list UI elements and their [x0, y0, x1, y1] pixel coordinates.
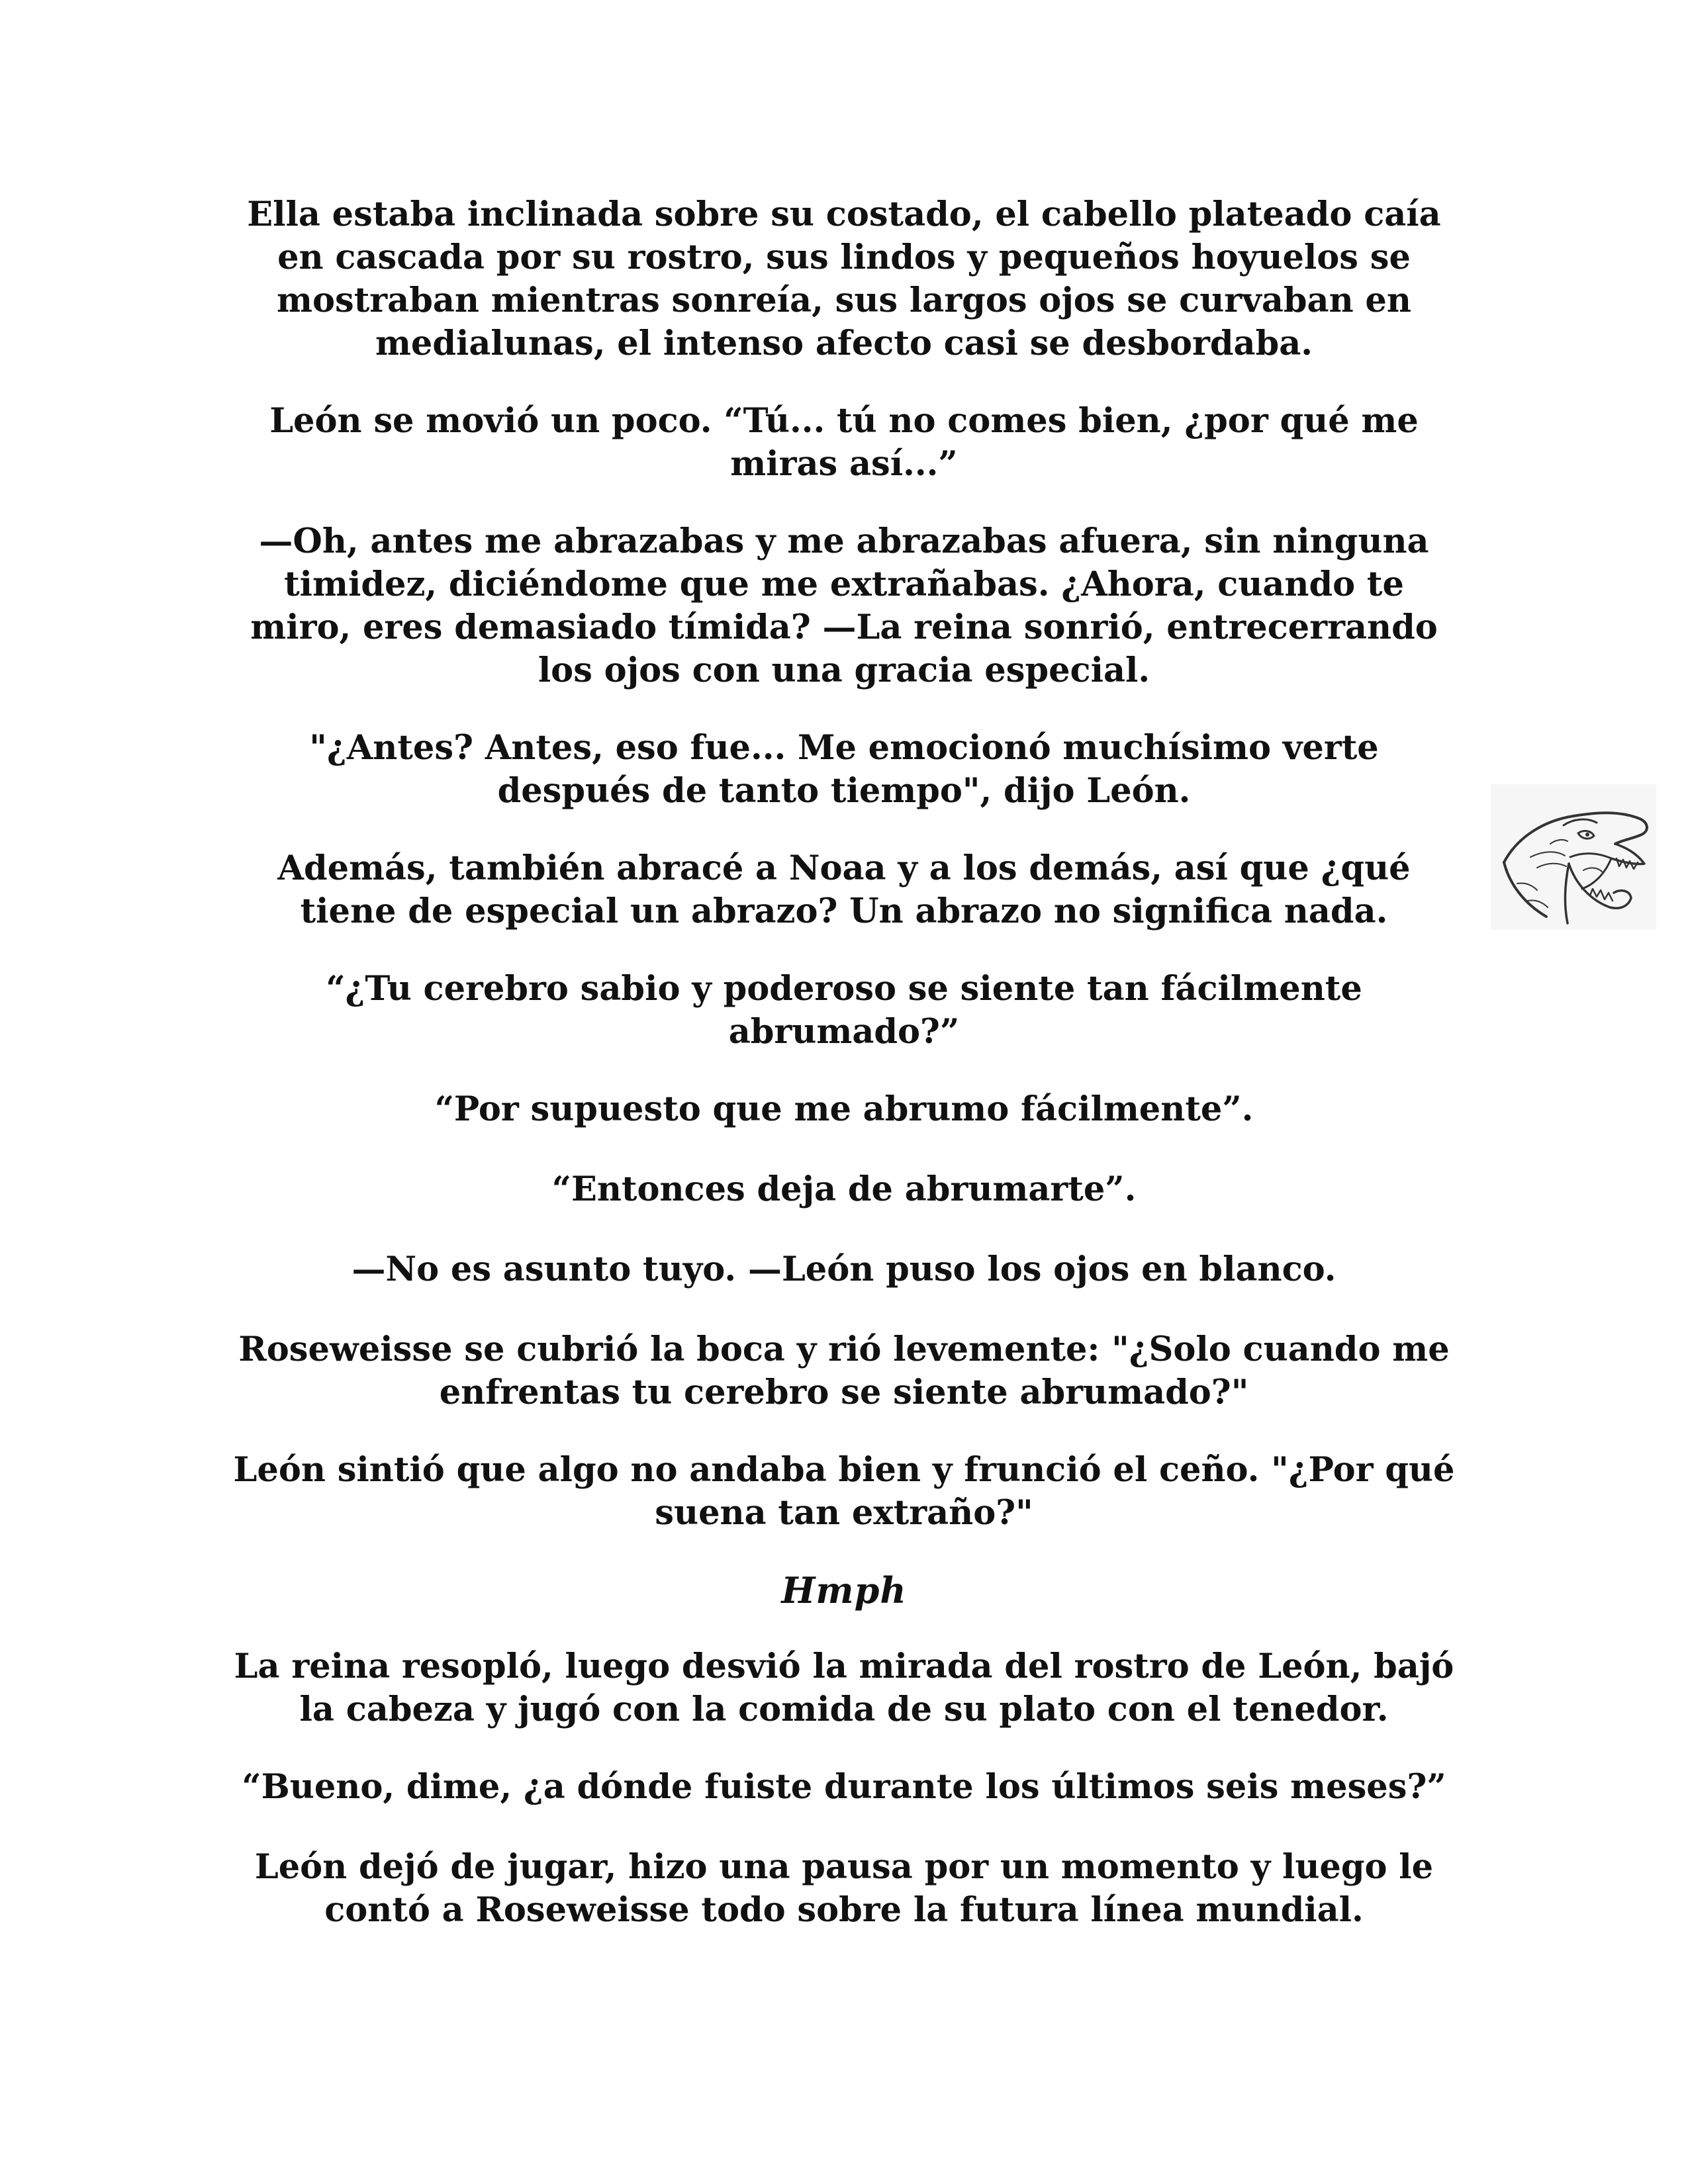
paragraph-14: León dejó de jugar, hizo una pausa por un momento y luego le contó a Roseweisse todo sobre la futura línea mundial.	[254, 1847, 1434, 1930]
paragraph-13: “Bueno, dime, ¿a dónde fuiste durante los últimos seis meses?”	[242, 1767, 1446, 1807]
paragraph-1: Ella estaba inclinada sobre su costado, el cabello plateado caía en cascada por su rostro, sus lindos y pequeños hoyuelos se mostraban mientras sonreía, sus largos ojos se curvaban en medialunas, el intenso afecto casi se desbordaba.	[247, 195, 1441, 363]
paragraph-2: León se movió un poco. “Tú... tú no comes bien, ¿por qué me miras así...”	[269, 401, 1419, 484]
dinosaur-sketch-icon	[1491, 784, 1656, 930]
interjection-hmph: Hmph	[781, 1569, 907, 1612]
paragraph-5: Además, también abracé a Noaa y a los demás, así que ¿qué tiene de especial un abrazo? Un abrazo no significa nada.	[277, 848, 1411, 931]
paragraph-4: "¿Antes? Antes, eso fue... Me emocionó muchísimo verte después de tanto tiempo", dijo León.	[309, 728, 1379, 811]
paragraph-9: —No es asunto tuyo. —León puso los ojos en blanco.	[352, 1250, 1336, 1289]
paragraph-8: “Entonces deja de abrumarte”.	[551, 1169, 1137, 1209]
paragraph-7: “Por supuesto que me abrumo fácilmente”.	[434, 1089, 1254, 1129]
document-body	[232, 193, 1456, 1966]
paragraph-12: La reina resopló, luego desvió la mirada del rostro de León, bajó la cabeza y jugó con la comida de su plato con el tenedor.	[234, 1647, 1454, 1729]
paragraph-3: —Oh, antes me abrazabas y me abrazabas afuera, sin ninguna timidez, diciéndome que me extrañabas. ¿Ahora, cuando te miro, eres demasiado tímida? —La reina sonrió, entrecerrando los ojos con una gracia especial.	[250, 522, 1438, 690]
paragraph-11: León sintió que algo no andaba bien y frunció el ceño. "¿Por qué suena tan extraño?"	[233, 1450, 1455, 1533]
paragraph-10: Roseweisse se cubrió la boca y rió levemente: "¿Solo cuando me enfrentas tu cerebro se siente abrumado?"	[238, 1330, 1450, 1412]
paragraph-6: “¿Tu cerebro sabio y poderoso se siente tan fácilmente abrumado?”	[326, 969, 1362, 1052]
